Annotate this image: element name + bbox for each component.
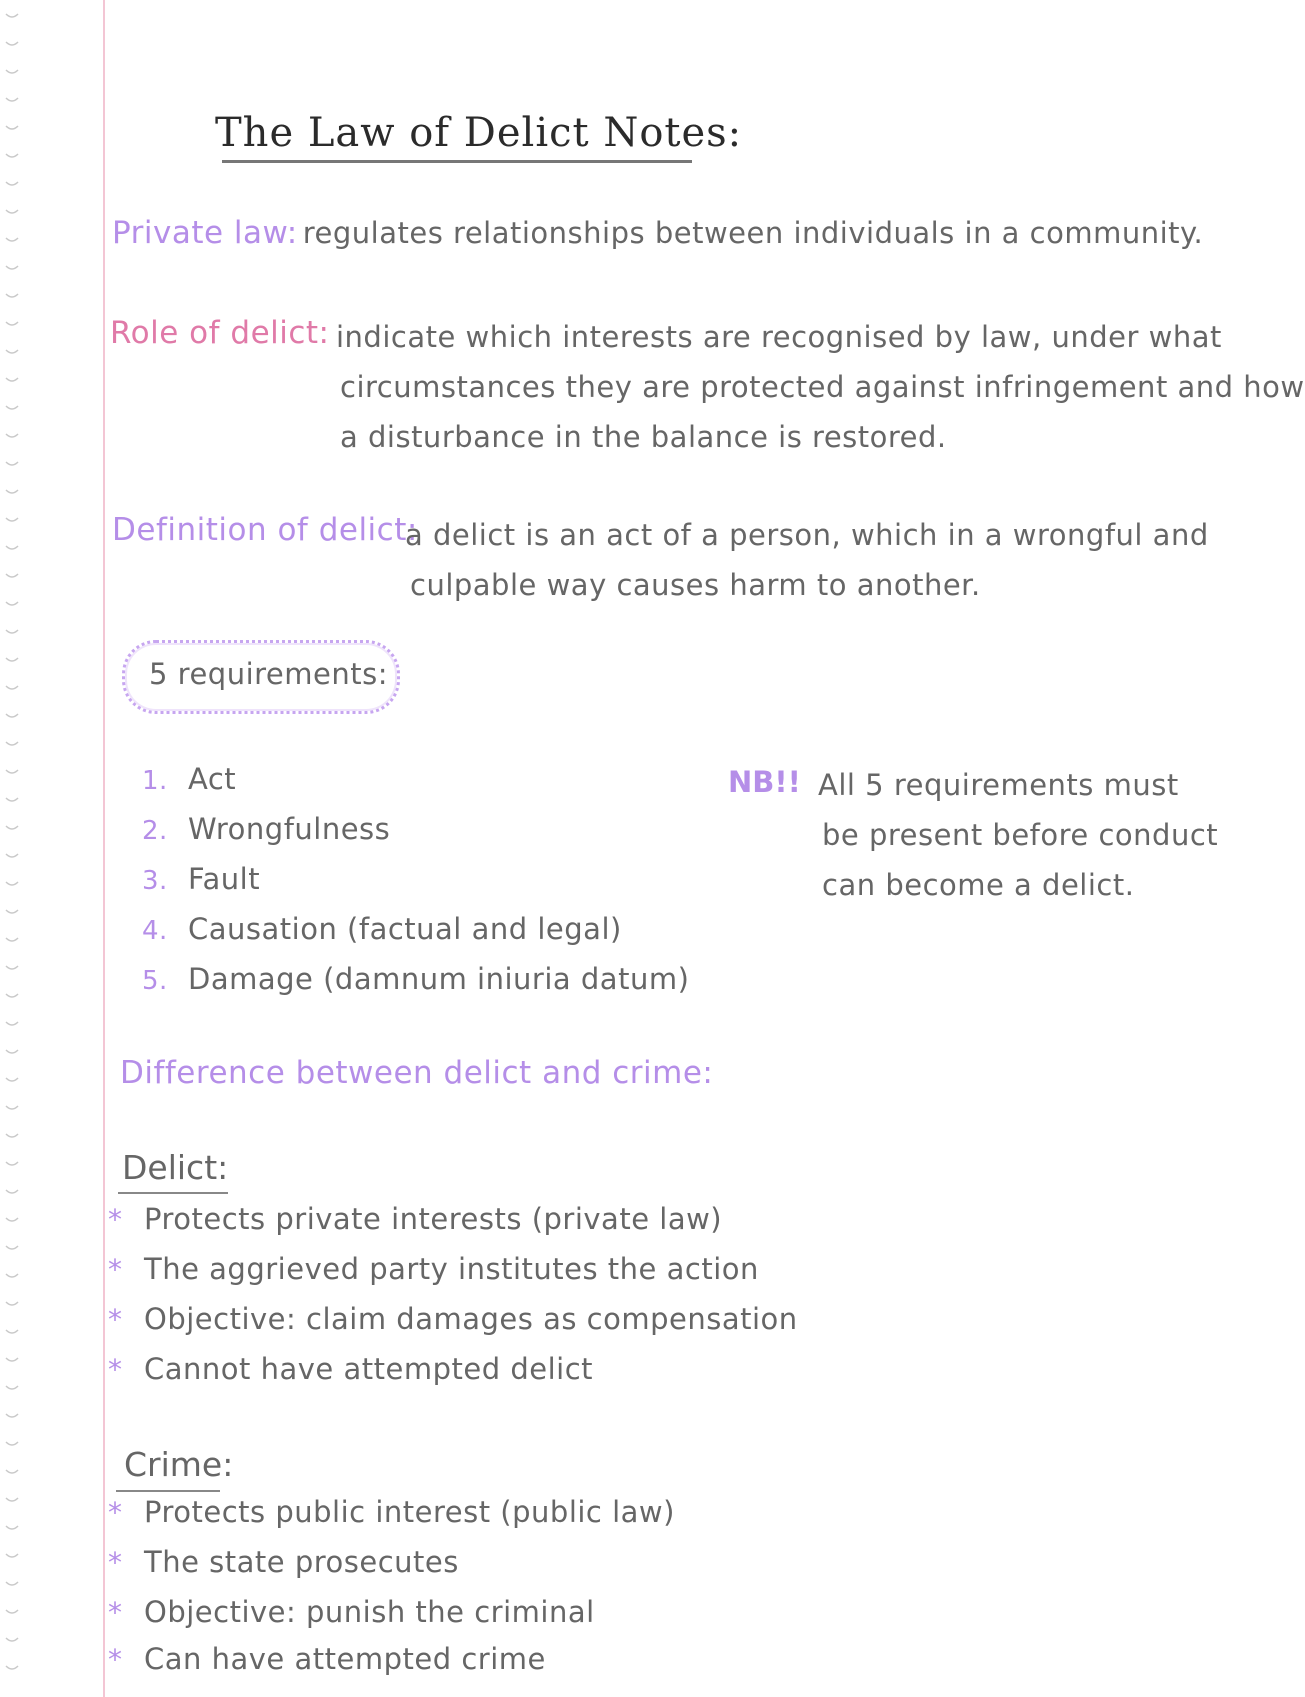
nb-line-2: be present before conduct <box>822 818 1219 852</box>
asterisk-icon: * <box>108 1353 123 1386</box>
role-line-2: circumstances they are protected against infringement and how <box>340 370 1305 404</box>
delict-item <box>108 1202 722 1236</box>
delict-underline <box>118 1192 228 1194</box>
requirement-number: 3. <box>142 866 168 896</box>
requirement-number: 4. <box>142 916 168 946</box>
asterisk-icon: * <box>108 1546 123 1579</box>
requirement-number: 2. <box>142 816 168 846</box>
definition-term: Definition of delict: <box>112 512 418 548</box>
requirement-number: 1. <box>142 766 168 796</box>
margin-line <box>103 0 105 1697</box>
asterisk-icon: * <box>108 1496 123 1529</box>
asterisk-icon: * <box>108 1303 123 1336</box>
role-term: Role of delict: <box>110 315 330 351</box>
asterisk-icon: * <box>108 1203 123 1236</box>
private-law-row <box>112 215 1203 251</box>
delict-item <box>108 1302 798 1336</box>
definition-line-2: culpable way causes harm to another. <box>410 568 981 602</box>
page-title: The Law of Delict Notes: <box>215 110 743 156</box>
crime-item-text: Can have attempted crime <box>144 1642 546 1676</box>
requirements-cloud <box>122 640 400 714</box>
crime-label: Crime: <box>124 1445 234 1484</box>
requirement-number: 5. <box>142 966 168 996</box>
asterisk-icon: * <box>108 1253 123 1286</box>
private-law-term: Private law: <box>112 215 298 251</box>
private-law-text: regulates relationships between individuals in a community. <box>302 216 1204 250</box>
delict-item-text: Cannot have attempted delict <box>144 1352 594 1386</box>
requirement-item <box>142 762 236 796</box>
requirement-text: Causation (factual and legal) <box>188 912 622 946</box>
nb-line-1: All 5 requirements must <box>818 768 1179 802</box>
role-line-3: a disturbance in the balance is restored. <box>340 420 947 454</box>
requirement-item <box>142 912 622 946</box>
requirement-item <box>142 862 260 896</box>
delict-item <box>108 1352 593 1386</box>
delict-item-text: The aggrieved party institutes the action <box>144 1252 759 1286</box>
crime-item <box>108 1495 675 1529</box>
crime-item <box>108 1642 546 1676</box>
delict-item-text: Objective: claim damages as compensation <box>144 1302 798 1336</box>
requirement-text: Damage (damnum iniuria datum) <box>188 962 690 996</box>
nb-label: NB!! <box>728 765 801 799</box>
delict-item <box>108 1252 759 1286</box>
requirement-text: Wrongfulness <box>188 812 391 846</box>
delict-item-text: Protects private interests (private law) <box>144 1202 723 1236</box>
nb-line-3: can become a delict. <box>822 868 1135 902</box>
title-underline <box>222 160 692 163</box>
asterisk-icon: * <box>108 1643 123 1676</box>
requirement-item <box>142 962 689 996</box>
difference-heading: Difference between delict and crime: <box>120 1055 714 1091</box>
crime-item-text: Protects public interest (public law) <box>144 1495 675 1529</box>
requirement-item <box>142 812 390 846</box>
definition-line-1: a delict is an act of a person, which in a wrongful and <box>405 518 1209 552</box>
asterisk-icon: * <box>108 1596 123 1629</box>
crime-item <box>108 1545 459 1579</box>
requirement-text: Act <box>188 762 237 796</box>
delict-label: Delict: <box>122 1148 229 1187</box>
crime-item-text: The state prosecutes <box>144 1545 459 1579</box>
requirement-text: Fault <box>188 862 261 896</box>
crime-item <box>108 1595 595 1629</box>
crime-item-text: Objective: punish the criminal <box>144 1595 595 1629</box>
spiral-holes <box>0 0 28 1697</box>
crime-underline <box>116 1490 220 1492</box>
requirements-heading: 5 requirements: <box>149 657 388 691</box>
role-line-1: indicate which interests are recognised by law, under what <box>336 320 1222 354</box>
